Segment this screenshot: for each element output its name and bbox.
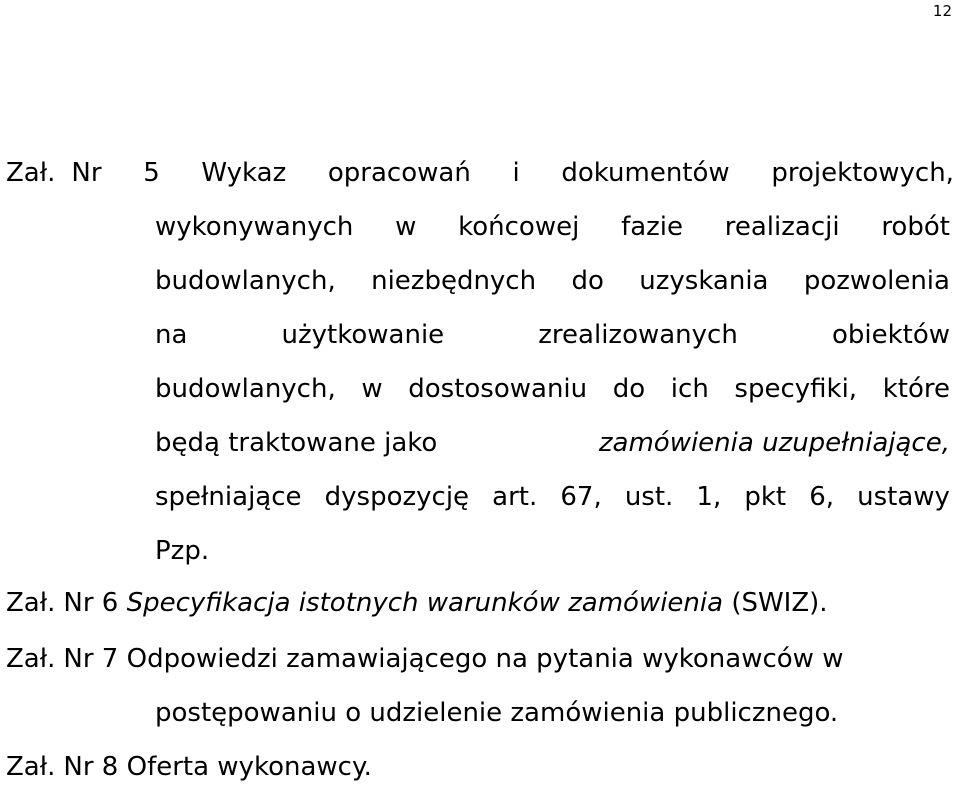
attachment-6-suffix: (SWIZ). (723, 588, 828, 618)
attachment-5-title-start: Nr 5 Wykaz opracowań i dokumentów projektowych, (71, 158, 954, 188)
attachment-8 (6, 752, 372, 782)
attachment-label: Zał. (6, 752, 56, 782)
attachment-6 (6, 588, 828, 618)
attachment-5-line-3: budowlanych, niezbędnych do uzyskania pozwolenia (155, 266, 950, 296)
attachment-label: Zał. (6, 588, 56, 618)
attachment-7-line-2: postępowaniu o udzielenie zamówienia publicznego. (155, 698, 839, 728)
page-number: 12 (932, 2, 952, 20)
attachment-5-line-2: wykonywanych w końcowej fazie realizacji robót (155, 212, 950, 242)
attachment-7-line-1 (6, 644, 843, 674)
attachment-5-text: będą traktowane jako (155, 428, 438, 458)
attachment-5-italic-text: zamówienia uzupełniające, (598, 428, 950, 458)
attachment-label: Zał. (6, 644, 56, 674)
attachment-label: Zał. (6, 158, 56, 188)
attachment-5-line-8: Pzp. (155, 536, 210, 566)
attachment-7-text: Nr 7 Odpowiedzi zamawiającego na pytania wykonawców w (63, 644, 844, 674)
attachment-5-line-4: na użytkowanie zrealizowanych obiektów (155, 320, 950, 350)
attachment-5-line-7: spełniające dyspozycję art. 67, ust. 1, pkt 6, ustawy (155, 482, 950, 512)
attachment-8-text: Nr 8 Oferta wykonawcy. (63, 752, 372, 782)
attachment-5-line-1 (6, 158, 954, 188)
attachment-5-line-5: budowlanych, w dostosowaniu do ich specyfiki, które (155, 374, 950, 404)
attachment-6-title: Specyfikacja istotnych warunków zamówienia (126, 588, 724, 618)
attachment-6-number: Nr 6 (63, 588, 127, 618)
attachment-5-line-6 (155, 428, 950, 458)
